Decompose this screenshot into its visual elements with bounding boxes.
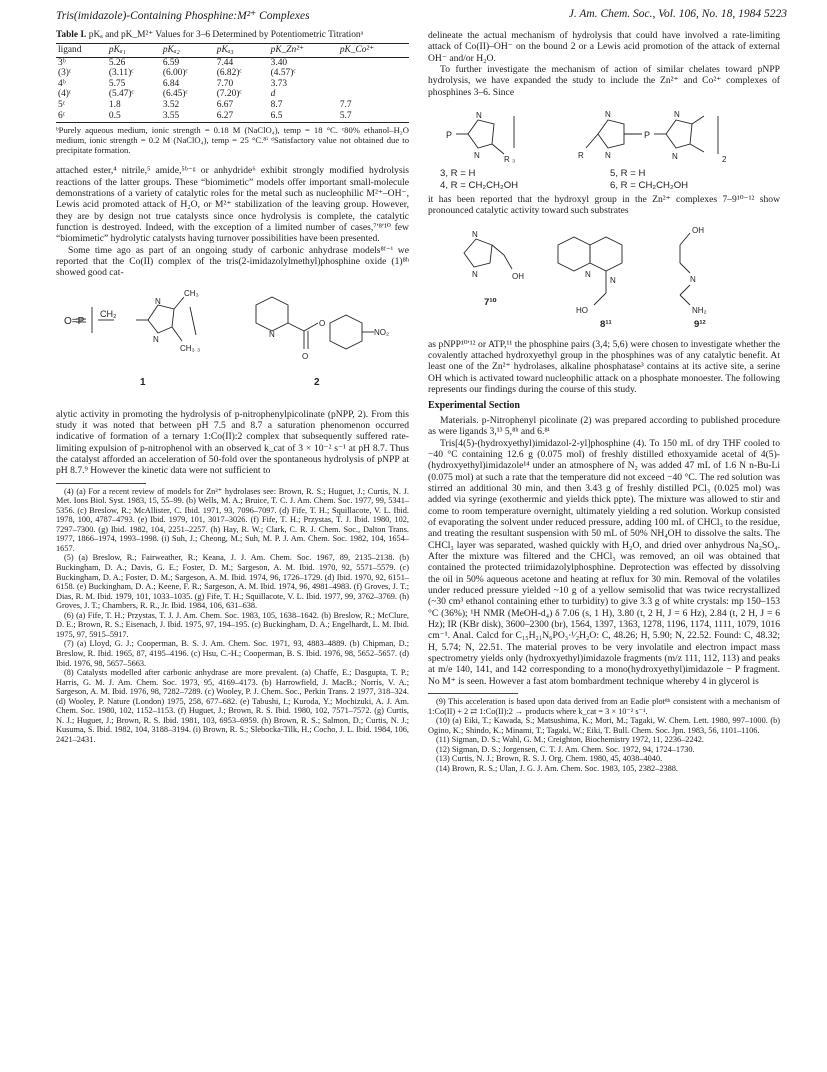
table-cell: (3.11)ᶜ bbox=[108, 68, 134, 79]
subscript-2: 2 bbox=[722, 155, 727, 165]
table-cell: 5ᶜ bbox=[58, 99, 66, 110]
journal-citation: J. Am. Chem. Soc., Vol. 106, No. 18, 1984 5223 bbox=[568, 8, 787, 20]
left-footnotes bbox=[56, 487, 409, 745]
n-atom: N bbox=[472, 229, 478, 239]
n-atom: N bbox=[474, 151, 480, 161]
table-cell: d bbox=[270, 89, 276, 100]
n-atom: N bbox=[610, 275, 616, 285]
body-paragraph: delineate the actual mechanism of hydrolysis that could have involved a rate-limiting attack of Co(II)–OH⁻ on the bound 2 or a Lewis acid promotion of the attack of external OH⁻ and/or H₂O. bbox=[428, 30, 780, 64]
structure-5-label: 5, R = H bbox=[610, 168, 646, 180]
ch3-group: CH₃ ₃ bbox=[180, 343, 201, 353]
ch3-group: CH₃ bbox=[184, 288, 199, 298]
body-paragraph: alytic activity in promoting the hydrolysis of p-nitrophenylpicolinate (pNPP, 2). From this study it was noted that between pH 7.5 and 8.7 a saturation phenomenon occurred indicative of formation of a ternary 1:Co(II):2 complex that subsequently suffered rate-limiting expulsion of p-nitrophenol with an observed k_cat of 3 × 10⁻² s⁻¹ at pH 8.7. Thus the catalyst afforded an acceleration of 50-fold over the spontaneous hydrolysis of pNPP at pH 8.7.⁹ However the kinetic data were not sufficient to bbox=[56, 408, 409, 477]
footnote: (9) This acceleration is based upon data derived from an Eadie plot⁸ʰ consistent with a mechanism of 1:Co(II) + 2 ⇄ 1:Co(II):2 → products where k_cat = 3 × 10⁻² s⁻¹. bbox=[428, 697, 780, 716]
table-cell: 3.40 bbox=[270, 57, 288, 68]
ho-group: HO bbox=[576, 305, 588, 315]
table-row bbox=[56, 79, 409, 90]
table-header-row bbox=[56, 44, 409, 58]
footnote: (6) (a) Fife, T. H.; Przystas, T. J. J. Am. Chem. Soc. 1983, 105, 1638–1642. (b) Breslow, R.; McClure, D. E.; Brown, R. S.; Eisenach, J. Ibid. 1975, 97, 194–195. (c) Buckingham, D. A.; Engelhardt, L. M. Ibid. 1975, 97, 5915–5917. bbox=[56, 610, 409, 639]
table-caption-text: pKₐ and pK_M²⁺ Values for 3–6 Determined by Potentiometric Titrationᵃ bbox=[88, 30, 364, 40]
structures-1-2 bbox=[56, 285, 409, 405]
table-cell: 8.7 bbox=[270, 99, 283, 110]
table-header: pK_Zn²⁺ bbox=[269, 44, 338, 58]
no2-group: NO₂ bbox=[374, 327, 390, 337]
table-cell: 7.7 bbox=[339, 99, 352, 110]
n-atom: N bbox=[690, 274, 696, 284]
o-atom: O=P bbox=[64, 315, 85, 327]
n-atom: N bbox=[605, 110, 611, 120]
n-atom: N bbox=[155, 296, 161, 306]
footnote-rule bbox=[56, 483, 146, 484]
table-cell bbox=[338, 89, 409, 100]
footnote: (8) Catalysts modelled after carbonic anhydrase are more prevalent. (a) Chaffe, E.; Dasgupta, T. P.; Harris, G. M. J. Am. Chem. Soc. 1973, 95, 4169–4173. (b) Harrowfield, J. MacB.; Norris, V. A.; Sargeson, A. M. Ibid. 1976, 98, 7282–7289. (c) Wooley, P. J. Chem. Soc., Perkin Trans. 2 1977, 318–324. (d) Wooley, P. Nature (London) 1975, 258, 677–682. (e) Tabushi, I.; Kuroda, Y.; Mochizuki, A. J. Am. Chem. Soc. 1980, 102, 1152–1153. (f) Huguet, J.; Brown, R. S. Ibid. 1980, 102, 7571–7572. (g) Curtis, N. J.; Huguet, J.; Brown, R. S. Ibid. 1981, 103, 6953–6959. (h) Brown, R. S.; Salmon, D.; Curtis, N. J.; Kusuma, S. Ibid. 1982, 104, 3188–3194. (i) Brown, R. S.; Slebocka-Tilk, H.; Cocho, J. L. Ibid. 1984, 106, 2421–2431. bbox=[56, 668, 409, 744]
footnote: (12) Sigman, D. S.; Jorgensen, C. T. J. Am. Chem. Soc. 1972, 94, 1724–1730. bbox=[436, 744, 695, 754]
table-header: pKₐ₁ bbox=[107, 44, 161, 58]
table-footnote: ᵇPurely aqueous medium, ionic strength = 0.18 M (NaClO₄), temp = 18 °C. ᶜ80% ethanol–H₂O medium, ionic strength = 0.2 M (NaClO₄), temp = 25 °C.⁸ⁱ ᵈSatisfactory value not obtained due to precipitate formation. bbox=[56, 125, 409, 156]
table-cell bbox=[338, 57, 409, 68]
table-caption-label: Table I. bbox=[56, 30, 87, 40]
table-cell: 1.8 bbox=[108, 99, 121, 110]
structures-3-6 bbox=[428, 104, 780, 190]
table-cell: 5.26 bbox=[108, 57, 126, 68]
table-cell bbox=[338, 68, 409, 79]
table-cell: 3.52 bbox=[162, 99, 180, 110]
structure-3-label: 3, R = H bbox=[440, 168, 476, 180]
structure-2-label: 2 bbox=[314, 376, 320, 388]
table-cell: 7.44 bbox=[216, 57, 234, 68]
ch2-group: CH₂ bbox=[100, 308, 117, 319]
table-row bbox=[56, 89, 409, 100]
n-atom: N bbox=[269, 329, 275, 339]
table-cell: 4ᵇ bbox=[58, 78, 66, 89]
table-caption bbox=[56, 30, 409, 41]
r-group: R ₃ bbox=[504, 155, 516, 165]
table-cell: 5.7 bbox=[338, 111, 409, 123]
body-paragraph: Tris[4(5)-(hydroxyethyl)imidazol-2-yl]phosphine (4). To 150 mL of dry THF cooled to −40 °C containing 12.6 g (0.075 mol) of freshly distilled ethoxyamide acetal of 4(5)-(hydroxyethyl)imidazole¹⁴ under an atmosphere of N₂ was added 47 mL of 1.6 N n-Bu-Li (0.075 mol) at such a rate that the temperature did not exceed −40 °C. The red solution was stirred an additional 30 min, and then 3.43 g of freshly distilled PCl₃ (0.025 mol) was added via syringe (exothermic and yields thick ppte). The mixture was allowed to stir and come to room temperature overnight, ultimately yielding a red solution. Workup consisted of evaporating the solvent under reduced pressure, adding 100 mL of CHCl₃ to the residue, and treating the resultant suspension with 50 mL of 50% NH₄OH to dissolve the salts. The CHCl₃ layer was separated, washed quickly with H₂O, and dried over anhydrous Na₂SO₄. After the mixture was filtered and the CHCl₃ was removed, an oil was obtained that contained the protected triimidazolylphosphine. Deprotection was effected by dissolving the oil in 50% aqueous acetone and heating at reflux for 30 min. Removal of the volatiles under reduced pressure yielded ~10 g of a yellow semisolid that was twice recrystallized (~30 cm³ ethanol containing ether to turbidity) to give 3.3 g of white crystals: mp 150–153 °C (36%); ¹H NMR (MeOH-d₄) δ 7.06 (s, 1 H), 3.80 (t, 2 H, J = 6 Hz), 2.84 (t, 2 H, J = 6 Hz); IR (KBr disk), 3600–2300 (br), 1564, 1397, 1363, 1278, 1196, 1174, 1111, 1079, 1016 cm⁻¹. Anal. Calcd for C₁₅H₂₁N₆PO₃·¹⁄₂H₂O: C, 48.26; H, 5.90; N, 22.52. Found: C, 48.32; H, 5.74; N, 22.51. The material proves to be very involatile and electron impact mass spectrometry yields only (hydroxyethyl)imidazole fragments (m/z 111, 112, 113) and peaks at m/e 140, 141, and 142 corresponding to a mono(hydroxyethyl)imidazole − P fragment. No M⁺ is seen. However a fast atom bombardment technique whereby 4 in glycerol is bbox=[428, 437, 780, 687]
table-header: pKₐ₃ bbox=[215, 44, 269, 58]
table-cell: (6.45)ᶜ bbox=[162, 89, 188, 100]
structure-9-drawing bbox=[680, 233, 690, 305]
table-cell: (6.82)ᶜ bbox=[216, 68, 242, 79]
table-cell: 3ᵇ bbox=[58, 57, 66, 68]
nh2-group: NH₂ bbox=[692, 305, 707, 315]
table-cell: 6ᶜ bbox=[56, 111, 107, 123]
table-cell: (6.00)ᶜ bbox=[162, 68, 188, 79]
n-atom: N bbox=[674, 110, 680, 120]
footnote: (5) (a) Breslow, R.; Fairweather, R.; Keana, J. J. Am. Chem. Soc. 1967, 89, 2135–2138. (b) Buckingham, D. A.; Davis, G. E.; Foster, D. M.; Sargeson, A. M. Ibid. 1970, 92, 5571–5579. (c) Buckingham, D. A.; Foster, D. M.; Sargeson, A. M. Ibid. 1974, 96, 1726–1729. (d) Ibid. 1970, 92, 6151–6158. (e) Buckingham, D. A.; Keene, F. R.; Sargeson, A. M. Ibid. 1974, 96, 4981–4983. (f) Groves, J. T.; Dias, R. M. Ibid. 1979, 101, 1033–1035. (g) Fife, T. H.; Squillacote, V. L. Ibid. 1977, 99, 3762–3769. (h) Groves, J. T.; Chambers, R. R., Jr. Ibid. 1984, 106, 631–638. bbox=[56, 553, 409, 611]
footnote: (7) (a) Lloyd, G. J.; Cooperman, B. S. J. Am. Chem. Soc. 1971, 93, 4883–4889. (b) Chipman, D.; Breslow, R. Ibid. 1965, 87, 4195–4196. (c) Hsu, C.-H.; Cooperman, B. S. Ibid. 1976, 98, 5652–5657. (d) Ibid. 1976, 98, 5657–5663. bbox=[56, 639, 409, 668]
n-atom: N bbox=[585, 269, 591, 279]
table-cell: (4.57)ᶜ bbox=[270, 68, 296, 79]
structure-1-label: 1 bbox=[140, 376, 146, 388]
body-paragraph: Some time ago as part of an ongoing study of carbonic anhydrase models⁸ᶠ⁻ⁱ we reported that the Co(II) complex of the tris(2-imidazolylmethyl)phosphine oxide (1)⁸ʰ showed good cat- bbox=[56, 244, 409, 279]
n-atom: N bbox=[672, 152, 678, 162]
structure-1-drawing bbox=[76, 297, 196, 341]
table-cell: 3.73 bbox=[270, 78, 288, 89]
body-paragraph: it has been reported that the hydroxyl group in the Zn²⁺ complexes 7–9¹⁰⁻¹² show pronounced catalytic activity toward such substrates bbox=[428, 194, 780, 217]
table-cell: 7.70 bbox=[216, 78, 234, 89]
table-row bbox=[56, 68, 409, 79]
structure-2-drawing bbox=[256, 297, 374, 349]
body-paragraph: as pNPP¹⁰ʹ¹² or ATP,¹¹ the phosphine pairs (3,4; 5,6) were chosen to investigate whether the covalently attached hydroxyethyl group in the phosphines was of any catalytic benefit. At least one of the Zn²⁺ hydrolases, alkaline phosphatase³ contains at its active site, a serine OH which is activated toward nucleophilic attack on a phosphate monoester. The following represents our findings during the course of this study. bbox=[428, 338, 780, 396]
n-atom: N bbox=[472, 269, 478, 279]
body-paragraph: Materials. p-Nitrophenyl picolinate (2) was prepared according to published procedure as were ligands 3,¹³ 5,⁸ʰ and 6.⁸ⁱ bbox=[428, 414, 780, 438]
body-paragraph: attached ester,⁴ nitrile,⁵ amide,⁵ᵇ⁻ᵍ or anhydride⁶ exhibit strongly modified hydrolysis reactions of the latter groups. These “biomimetic” models offer important small-molecule demonstrations of a variety of catalytic roles for the metal such as nucleophilic M²⁺–OH⁻, Lewis acid promoted attack of H₂O, or M²⁺ stabilization of the leaving group. However, they are by design not true catalysts since once hydrolysis is complete, the catalytic function is destroyed. Indeed, with the exception of a limited number of cases,⁷ʹ⁸ʹ¹⁰ few “biomimetic” hydrolytic catalysts having turnover possibilities have been presented. bbox=[56, 165, 409, 245]
table-header: ligand bbox=[56, 44, 107, 58]
structure-9-label: 9¹² bbox=[694, 318, 706, 330]
left-column bbox=[56, 30, 409, 744]
footnote-rule bbox=[428, 693, 518, 694]
p-atom: P bbox=[446, 130, 453, 141]
right-column bbox=[428, 30, 780, 773]
pk-table bbox=[56, 43, 409, 123]
table-cell: 6.67 bbox=[216, 99, 234, 110]
table-cell: 6.27 bbox=[215, 111, 269, 123]
o-atom: O bbox=[302, 351, 309, 361]
table-cell: (3)ᶜ bbox=[58, 68, 72, 79]
right-footnotes bbox=[428, 697, 780, 773]
table-cell: 5.75 bbox=[108, 78, 126, 89]
table-cell: (5.47)ᶜ bbox=[108, 89, 134, 100]
footnote: (14) Brown, R. S.; Ulan, J. G. J. Am. Chem. Soc. 1983, 105, 2382–2388. bbox=[436, 763, 678, 773]
footnote: (13) Curtis, N. J.; Brown, R. S. J. Org. Chem. 1980, 45, 4038–4040. bbox=[436, 754, 663, 764]
footnote: (10) (a) Eiki, T.; Kawada, S.; Matsushima, K.; Mori, M.; Tagaki, W. Chem. Lett. 1980, 997–1000. (b) Ogino, K.; Shindo, K.; Minami, T.; Tagaki, W.; Eiki, T. Bull. Chem. Soc. Jpn. 1983, 56, 1101–1106. bbox=[428, 716, 780, 735]
r-group: R bbox=[578, 151, 584, 161]
table-cell: 6.84 bbox=[162, 78, 180, 89]
table-cell: (4)ᶜ bbox=[58, 89, 72, 100]
table-cell: 6.5 bbox=[269, 111, 338, 123]
table-cell bbox=[338, 79, 409, 90]
structure-4-label: 4, R = CH₂CH₂OH bbox=[440, 180, 519, 191]
table-header: pK_Co²⁺ bbox=[338, 44, 409, 58]
structure-5-6-drawing bbox=[586, 116, 718, 154]
footnote: (11) Sigman, D. S.; Wahl, G. M.; Creighton, Biochemistry 1972, 11, 2236–2242. bbox=[436, 735, 704, 745]
structure-6-label: 6, R = CH₂CH₂OH bbox=[610, 180, 689, 191]
p-atom: P bbox=[644, 130, 651, 141]
running-title: Tris(imidazole)-Containing Phosphine:M²⁺ Complexes bbox=[56, 10, 310, 22]
structure-8-label: 8¹¹ bbox=[600, 318, 612, 330]
n-atom: N bbox=[476, 111, 482, 121]
structure-7-label: 7¹⁰ bbox=[484, 296, 497, 308]
table-cell: (7.20)ᶜ bbox=[216, 89, 242, 100]
section-heading: Experimental Section bbox=[428, 400, 520, 412]
structure-7-drawing bbox=[464, 239, 512, 269]
structures-7-9 bbox=[428, 223, 780, 335]
table-header: pKₐ₂ bbox=[161, 44, 215, 58]
table-row bbox=[56, 100, 409, 111]
oh-group: OH bbox=[692, 225, 704, 235]
structure-3-4-drawing bbox=[456, 116, 514, 154]
table-row bbox=[56, 111, 409, 123]
o-atom: O bbox=[319, 318, 326, 328]
footnote: (4) (a) For a recent review of models for Zn²⁺ hydrolases see: Brown, R. S.; Huguet, J.; Curtis, N. J. Met. Ions Biol. Syst. 1983, 15, 55–99. (b) Wells, M. A.; Bruice, T. C. J. Am. Chem. Soc. 1977, 99, 5341–5356. (c) Breslow, R.; McAllister, C. Ibid. 1971, 93, 7096–7097. (d) Fife, T. H.; Squillacote, V. L. Ibid. 1978, 100, 4787–4793. (e) Ibid. 1979, 101, 3017–3026. (f) Fife, T. H.; Przystas, T. J. Ibid. 1980, 102, 7297–7300. (g) Ibid. 1982, 104, 2251–2257. (h) Hay, R. W.; Clark, C. R. J. Chem. Soc., Dalton Trans. 1977, 1866–1974, 1993–1998. (i) Suh, J.; Cheong, M.; Suh, M. P. J. Am. Chem. Soc. 1982, 104, 1654–1657. bbox=[56, 486, 409, 553]
body-paragraph: To further investigate the mechanism of action of similar chelates toward pNPP hydrolysis, we have expanded the study to include the Zn²⁺ and Co²⁺ complexes of phosphines 3–6. Since bbox=[428, 64, 780, 98]
n-atom: N bbox=[605, 151, 611, 161]
table-cell: 0.5 bbox=[107, 111, 161, 123]
table-cell: 3.55 bbox=[161, 111, 215, 123]
table-row bbox=[56, 57, 409, 68]
n-atom: N bbox=[153, 334, 159, 344]
table-cell: 6.59 bbox=[162, 57, 180, 68]
oh-group: OH bbox=[512, 271, 524, 281]
